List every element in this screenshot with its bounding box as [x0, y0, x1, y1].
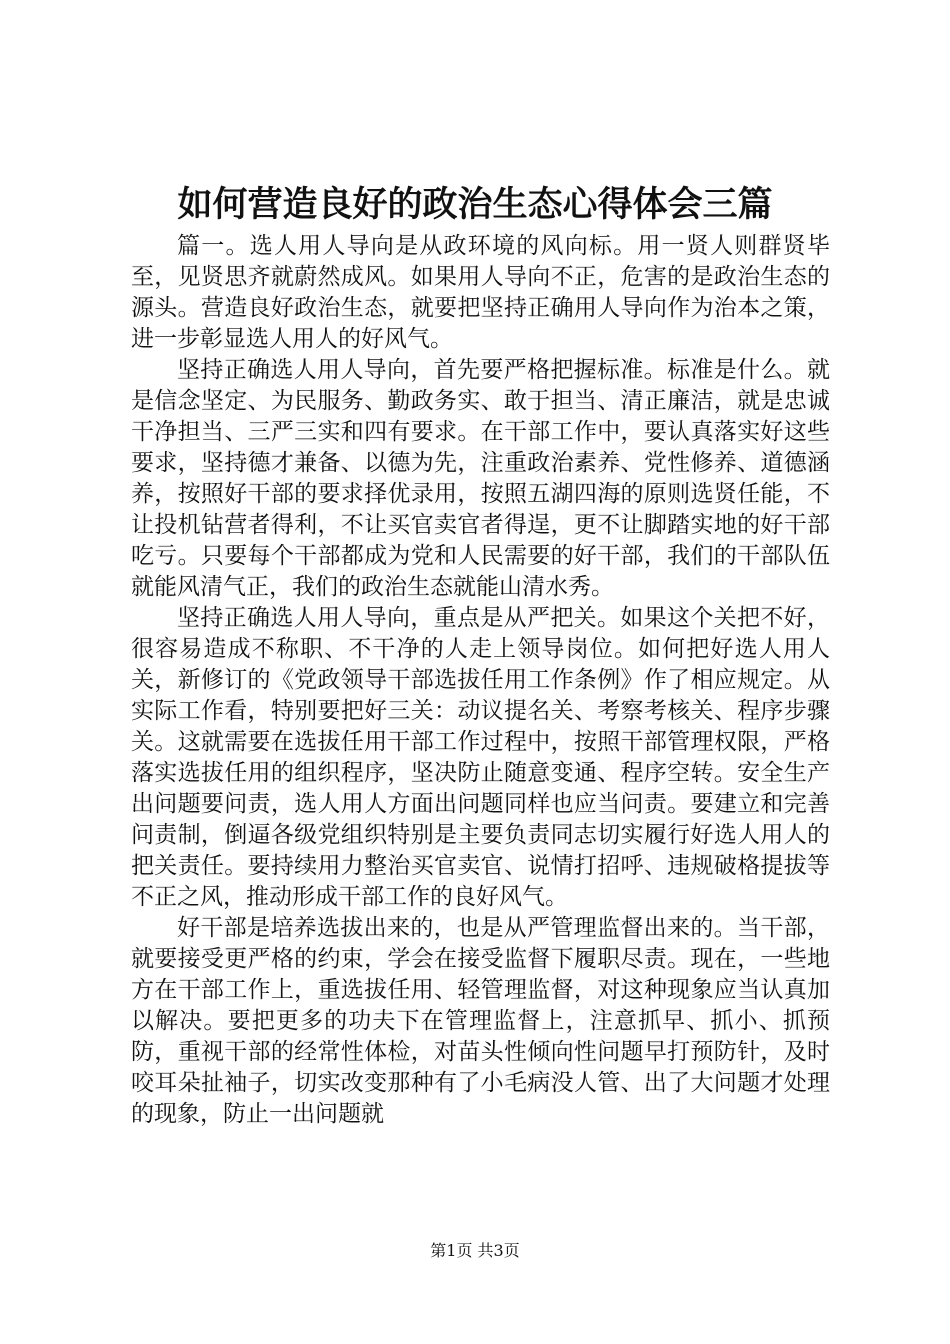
- paragraph-2: 坚持正确选人用人导向，首先要严格把握标准。标准是什么。就是信念坚定、为民服务、勤政务实、敢于担当、清正廉洁，就是忠诚干净担当、三严三实和四有要求。在干部工作中，要认真落实好这些要求，坚持德才兼备、以德为先，注重政治素养、党性修养、道德涵养，按照好干部的要求择优录用，按照五湖四海的原则选贤任能，不让投机钻营者得利，不让买官卖官者得逞，更不让脚踏实地的好干部吃亏。只要每个干部都成为党和人民需要的好干部，我们的干部队伍就能风清气正，我们的政治生态就能山清水秀。: [131, 357, 830, 600]
- paragraph-3: 坚持正确选人用人导向，重点是从严把关。如果这个关把不好，很容易造成不称职、不干净的人走上领导岗位。如何把好选人用人关，新修订的《党政领导干部选拔任用工作条例》作了相应规定。从实际工作看，特别要把好三关：动议提名关、考察考核关、程序步骤关。这就需要在选拔任用干部工作过程中，按照干部管理权限，严格落实选拔任用的组织程序，坚决防止随意变通、程序空转。安全生产出问题要问责，选人用人方面出问题同样也应当问责。要建立和完善问责制，倒逼各级党组织特别是主要负责同志切实履行好选人用人的把关责任。要持续用力整治买官卖官、说情打招呼、违规破格提拔等不正之风，推动形成干部工作的良好风气。: [131, 605, 830, 910]
- document-title: 如何营造良好的政治生态心得体会三篇: [177, 184, 773, 225]
- paragraph-1: 篇一。选人用人导向是从政环境的风向标。用一贤人则群贤毕至，见贤思齐就蔚然成风。如果用人导向不正，危害的是政治生态的源头。营造良好政治生态，就要把坚持正确用人导向作为治本之策，进一步彰显选人用人的好风气。: [131, 233, 830, 352]
- document-body: [131, 231, 830, 1130]
- paragraph-4: 好干部是培养选拔出来的，也是从严管理监督出来的。当干部，就要接受更严格的约束，学会在接受监督下履职尽责。现在，一些地方在干部工作上，重选拔任用、轻管理监督，对这种现象应当认真加以解决。要把更多的功夫下在管理监督上，注意抓早、抓小、抓预防，重视干部的经常性体检，对苗头性倾向性问题早打预防针，及时咬耳朵扯袖子，切实改变那种有了小毛病没人管、出了大问题才处理的现象，防止一出问题就: [131, 915, 830, 1127]
- page-footer: 第1页 共3页: [430, 1241, 520, 1260]
